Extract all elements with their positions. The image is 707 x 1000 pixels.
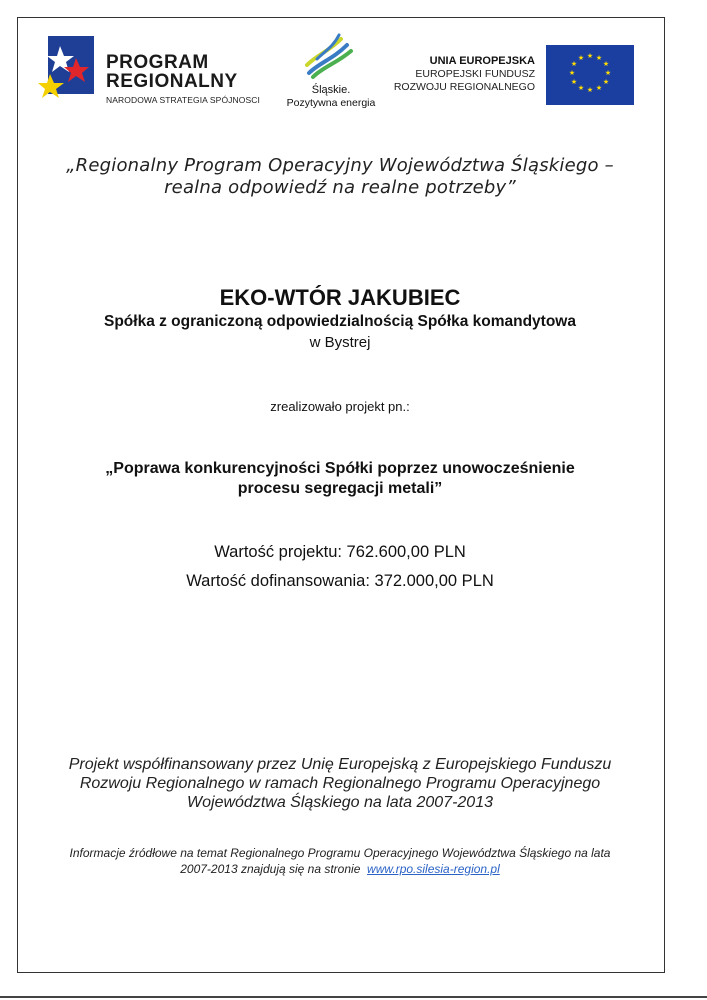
svg-text:★: ★ <box>570 60 578 68</box>
bottom-rule <box>0 996 707 998</box>
logo-bar <box>0 0 707 120</box>
company-name: EKO-WTÓR JAKUBIEC <box>219 285 461 310</box>
slaskie-name: Śląskie. <box>311 84 351 96</box>
svg-text:★: ★ <box>586 86 594 94</box>
cofinancing-value: Wartość dofinansowania: 372.000,00 PLN <box>186 572 494 590</box>
cofinancing-note-line2: Rozwoju Regionalnego w ramach Regionalnego Programu Operacyjnego <box>79 775 601 792</box>
cofinancing-note-line1: Projekt współfinansowany przez Unię Europejską z Europejskiego Funduszu <box>68 756 612 773</box>
svg-text:★: ★ <box>577 84 585 92</box>
eu-flag-icon <box>546 45 634 105</box>
motto-line1: „Regionalny Program Operacyjny Województwa Śląskiego – <box>66 155 614 176</box>
eu-line2: EUROPEJSKI FUNDUSZ <box>415 68 535 80</box>
source-info <box>30 845 650 877</box>
slaskie-tagline: Pozytywna energia <box>286 97 376 109</box>
eu-line1: UNIA EUROPEJSKA <box>429 55 535 67</box>
company-legal-form: Spółka z ograniczoną odpowiedzialnością Spółka komandytowa <box>104 313 576 330</box>
svg-text:★: ★ <box>595 54 603 62</box>
program-regionalny-title-line1: PROGRAM <box>106 52 209 73</box>
svg-text:★: ★ <box>602 60 610 68</box>
eu-text-block <box>394 55 535 93</box>
motto <box>40 155 640 199</box>
program-regionalny-logo-icon <box>38 36 100 102</box>
source-info-line2 <box>30 861 650 877</box>
project-value: Wartość projektu: 762.600,00 PLN <box>214 543 466 561</box>
project-title-line2: procesu segregacji metali” <box>237 480 443 497</box>
realized-text: zrealizowało projekt pn.: <box>270 399 410 414</box>
svg-text:★: ★ <box>604 69 612 77</box>
svg-text:★: ★ <box>568 69 576 77</box>
svg-text:★: ★ <box>595 84 603 92</box>
cofinancing-note <box>30 755 650 812</box>
source-info-line1: Informacje źródłowe na temat Regionalnego Programu Operacyjnego Województwa Śląskiego na lata <box>69 846 611 860</box>
rpo-website-link[interactable]: www.rpo.silesia-region.pl <box>367 862 500 876</box>
program-regionalny-subtitle: NARODOWA STRATEGIA SPÓJNOSCI <box>106 95 260 105</box>
motto-line2: realna odpowiedź na realne potrzeby” <box>164 177 516 198</box>
program-regionalny-title-line2: REGIONALNY <box>106 71 238 92</box>
project-title-line1: „Poprawa konkurencyjności Spółki poprzez unowocześnienie <box>105 460 575 477</box>
cofinancing-note-line3: Województwa Śląskiego na lata 2007-2013 <box>187 794 493 811</box>
company-location: w Bystrej <box>309 334 371 351</box>
project-title <box>60 459 620 499</box>
eu-line3: ROZWOJU REGIONALNEGO <box>393 81 535 93</box>
source-info-prefix: 2007-2013 znajdują się na stronie <box>180 862 368 876</box>
svg-text:★: ★ <box>570 78 578 86</box>
slaskie-logo-icon <box>303 33 355 81</box>
svg-text:★: ★ <box>577 54 585 62</box>
svg-text:★: ★ <box>602 78 610 86</box>
svg-text:★: ★ <box>586 52 594 60</box>
